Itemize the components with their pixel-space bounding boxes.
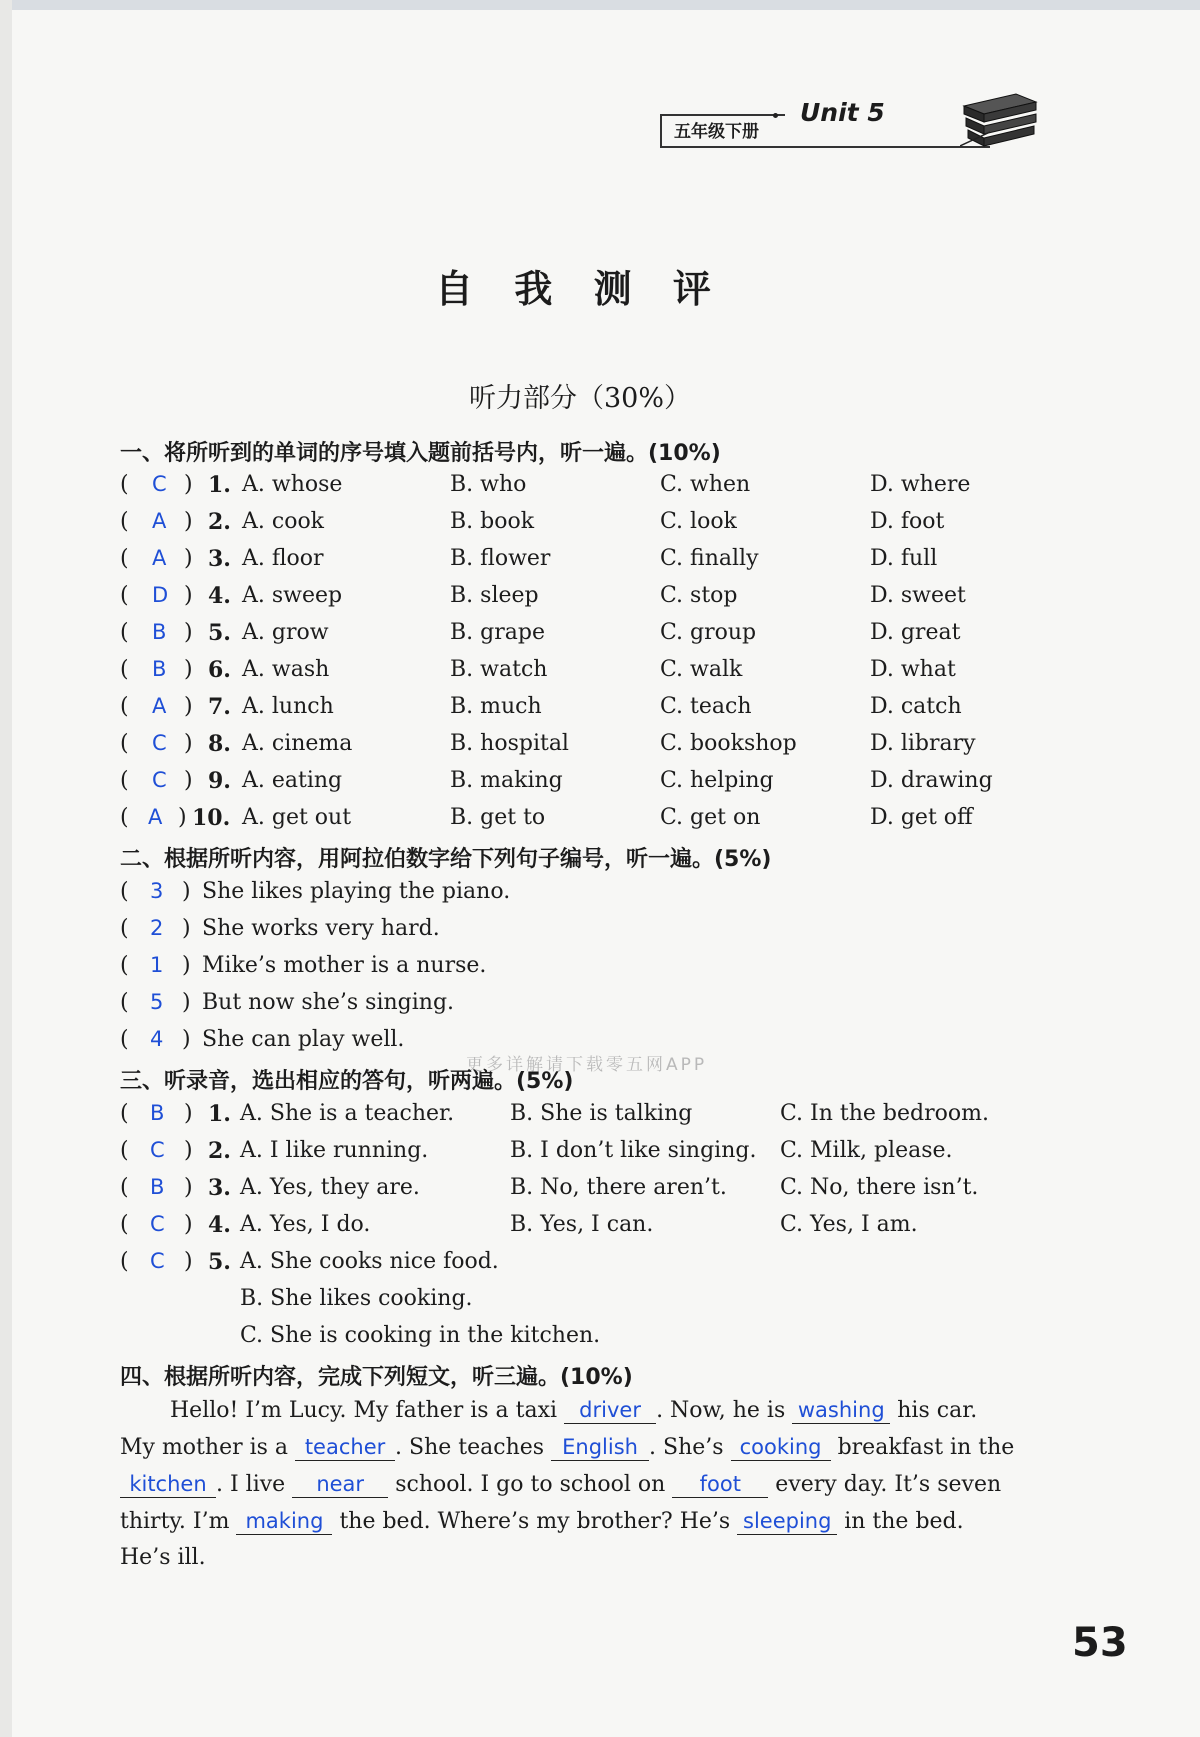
option-b: B. No, there aren’t. xyxy=(510,1175,727,1200)
item-number: 1. xyxy=(208,472,231,498)
option-a: A. get out xyxy=(242,805,352,830)
answer: 1 xyxy=(150,953,164,977)
option-c: C. She is cooking in the kitchen. xyxy=(240,1323,601,1348)
bracket: ( xyxy=(120,583,129,608)
books-icon xyxy=(960,88,1040,150)
text: He’s ill. xyxy=(120,1545,206,1570)
option-b: B. much xyxy=(450,694,542,719)
blank-answer: sleeping xyxy=(737,1508,837,1535)
text: breakfast in the xyxy=(837,1435,1015,1460)
answer: B xyxy=(152,620,167,644)
header-rule xyxy=(660,146,990,148)
option-c: C. No, there isn’t. xyxy=(780,1175,979,1200)
passage-line-2 xyxy=(120,1434,1014,1470)
answer: A xyxy=(152,546,167,570)
option-c: C. when xyxy=(660,472,751,497)
answer: B xyxy=(150,1175,165,1199)
bracket: ( xyxy=(120,657,129,682)
item-number: 5. xyxy=(208,620,231,646)
answer: 5 xyxy=(150,990,164,1014)
bracket: ( xyxy=(120,805,129,830)
option-a: A. cinema xyxy=(242,731,353,756)
blank-answer: near xyxy=(292,1471,388,1498)
answer: C xyxy=(152,472,167,496)
section-4-heading: 四、根据所听内容，完成下列短文，听三遍。(10%) xyxy=(120,1365,633,1390)
scan-top-edge xyxy=(0,0,1200,10)
bracket: ) xyxy=(184,1138,193,1163)
option-c: C. bookshop xyxy=(660,731,797,756)
option-b: B. She is talking xyxy=(510,1101,693,1126)
blank-answer: foot xyxy=(672,1471,768,1498)
option-a: A. I like running. xyxy=(240,1138,429,1163)
text: thirty. I’m xyxy=(120,1509,230,1534)
bracket: ) xyxy=(184,546,193,571)
bracket: ( xyxy=(120,1249,129,1274)
option-a: A. floor xyxy=(242,546,324,571)
text: school. I go to school on xyxy=(395,1472,666,1497)
answer: 2 xyxy=(150,916,164,940)
text: My mother is a xyxy=(120,1435,289,1460)
answer: 3 xyxy=(150,879,164,903)
option-c: C. In the bedroom. xyxy=(780,1101,989,1126)
bracket: ( xyxy=(120,990,129,1015)
text: . I live xyxy=(216,1472,286,1497)
option-b: B. get to xyxy=(450,805,546,830)
blank-answer: washing xyxy=(792,1397,890,1424)
answer: C xyxy=(152,768,167,792)
page-title: 自 我 测 评 xyxy=(435,267,725,311)
item-number: 6. xyxy=(208,657,231,683)
text: in the bed. xyxy=(844,1509,964,1534)
sentence: She can play well. xyxy=(202,1027,405,1052)
text: . She teaches xyxy=(395,1435,545,1460)
grade-label: 五年级下册 xyxy=(660,114,785,146)
bracket: ( xyxy=(120,731,129,756)
answer: D xyxy=(152,583,169,607)
option-b: B. hospital xyxy=(450,731,569,756)
answer: B xyxy=(152,657,167,681)
bracket: ) xyxy=(184,1212,193,1237)
bracket: ) xyxy=(184,472,193,497)
bracket: ) xyxy=(182,953,191,978)
bracket: ) xyxy=(184,657,193,682)
option-c: C. helping xyxy=(660,768,774,793)
option-a: A. whose xyxy=(242,472,343,497)
text: . Now, he is xyxy=(656,1398,786,1423)
bracket: ) xyxy=(184,583,193,608)
answer: A xyxy=(152,509,167,533)
text: every day. It’s seven xyxy=(775,1472,1002,1497)
answer: C xyxy=(150,1138,165,1162)
answer: C xyxy=(152,731,167,755)
option-d: D. foot xyxy=(870,509,945,534)
bracket: ) xyxy=(184,1249,193,1274)
option-d: D. library xyxy=(870,731,976,756)
item-number: 10. xyxy=(192,805,231,831)
watermark: 更多详解请下载零五网APP xyxy=(466,1055,708,1075)
bracket: ) xyxy=(184,509,193,534)
bracket: ( xyxy=(120,879,129,904)
option-b: B. sleep xyxy=(450,583,539,608)
sentence: She likes playing the piano. xyxy=(202,879,511,904)
section-2-heading: 二、根据所听内容，用阿拉伯数字给下列句子编号，听一遍。(5%) xyxy=(120,847,772,872)
passage-line-3 xyxy=(120,1471,1001,1507)
sentence: She works very hard. xyxy=(202,916,440,941)
bracket: ( xyxy=(120,546,129,571)
blank-answer: English xyxy=(551,1434,649,1461)
option-d: D. catch xyxy=(870,694,962,719)
bracket: ( xyxy=(120,620,129,645)
option-b: B. who xyxy=(450,472,527,497)
bracket: ( xyxy=(120,472,129,497)
bracket: ) xyxy=(178,805,187,830)
item-number: 4. xyxy=(208,1212,231,1238)
option-d: D. sweet xyxy=(870,583,966,608)
option-d: D. where xyxy=(870,472,971,497)
text: his car. xyxy=(897,1398,978,1423)
option-c: C. group xyxy=(660,620,757,645)
blank-answer: cooking xyxy=(731,1434,831,1461)
option-d: D. full xyxy=(870,546,938,571)
bracket: ) xyxy=(182,879,191,904)
sentence: Mike’s mother is a nurse. xyxy=(202,953,487,978)
text: the bed. Where’s my brother? He’s xyxy=(339,1509,731,1534)
option-b: B. making xyxy=(450,768,563,793)
item-number: 2. xyxy=(208,1138,231,1164)
text: . She’s xyxy=(649,1435,724,1460)
sentence: But now she’s singing. xyxy=(202,990,455,1015)
answer: A xyxy=(148,805,163,829)
blank-answer: teacher xyxy=(295,1434,395,1461)
item-number: 8. xyxy=(208,731,231,757)
passage-line-5 xyxy=(120,1545,206,1581)
option-d: D. great xyxy=(870,620,961,645)
answer: A xyxy=(152,694,167,718)
option-a: A. grow xyxy=(242,620,329,645)
option-a: A. Yes, I do. xyxy=(240,1212,371,1237)
bracket: ( xyxy=(120,953,129,978)
bracket: ) xyxy=(182,916,191,941)
option-c: C. Milk, please. xyxy=(780,1138,953,1163)
blank-answer: making xyxy=(236,1508,332,1535)
listening-part-title: 听力部分（30%） xyxy=(468,383,691,414)
bracket: ( xyxy=(120,1027,129,1052)
bracket: ( xyxy=(120,1138,129,1163)
item-number: 9. xyxy=(208,768,231,794)
option-b: B. Yes, I can. xyxy=(510,1212,654,1237)
option-a: A. wash xyxy=(242,657,330,682)
option-c: C. look xyxy=(660,509,737,534)
bracket: ( xyxy=(120,694,129,719)
option-b: B. She likes cooking. xyxy=(240,1286,473,1311)
option-d: D. what xyxy=(870,657,956,682)
option-d: D. get off xyxy=(870,805,973,830)
item-number: 3. xyxy=(208,546,231,572)
item-number: 5. xyxy=(208,1249,231,1275)
option-a: A. She cooks nice food. xyxy=(240,1249,499,1274)
bracket: ) xyxy=(184,620,193,645)
item-number: 7. xyxy=(208,694,231,720)
passage-line-4 xyxy=(120,1508,964,1544)
bracket: ( xyxy=(120,1175,129,1200)
bracket: ) xyxy=(184,694,193,719)
section-3-heading: 三、听录音，选出相应的答句，听两遍。(5%) xyxy=(120,1069,574,1094)
option-a: A. lunch xyxy=(242,694,334,719)
option-a: A. Yes, they are. xyxy=(240,1175,420,1200)
item-number: 1. xyxy=(208,1101,231,1127)
page-number: 53 xyxy=(1072,1620,1128,1666)
bracket: ) xyxy=(182,1027,191,1052)
option-d: D. drawing xyxy=(870,768,993,793)
bracket: ) xyxy=(182,990,191,1015)
answer: B xyxy=(150,1101,165,1125)
blank-answer: driver xyxy=(564,1397,656,1424)
bracket: ( xyxy=(120,1101,129,1126)
option-c: C. finally xyxy=(660,546,759,571)
bracket: ) xyxy=(184,1175,193,1200)
option-a: A. She is a teacher. xyxy=(240,1101,455,1126)
option-a: A. sweep xyxy=(242,583,343,608)
bracket: ) xyxy=(184,731,193,756)
bracket: ( xyxy=(120,916,129,941)
option-a: A. eating xyxy=(242,768,343,793)
passage-line-1 xyxy=(170,1397,977,1433)
bracket: ( xyxy=(120,768,129,793)
answer: C xyxy=(150,1249,165,1273)
bracket: ( xyxy=(120,509,129,534)
option-b: B. watch xyxy=(450,657,548,682)
option-a: A. cook xyxy=(242,509,325,534)
item-number: 2. xyxy=(208,509,231,535)
option-c: C. get on xyxy=(660,805,761,830)
option-c: C. walk xyxy=(660,657,743,682)
bracket: ) xyxy=(184,768,193,793)
option-b: B. I don’t like singing. xyxy=(510,1138,757,1163)
option-b: B. book xyxy=(450,509,535,534)
bracket: ) xyxy=(184,1101,193,1126)
answer: C xyxy=(150,1212,165,1236)
answer: 4 xyxy=(150,1027,164,1051)
item-number: 3. xyxy=(208,1175,231,1201)
bracket: ( xyxy=(120,1212,129,1237)
text: Hello! I’m Lucy. My father is a taxi xyxy=(170,1398,558,1423)
option-c: C. stop xyxy=(660,583,738,608)
header-dot xyxy=(773,113,778,118)
option-b: B. grape xyxy=(450,620,545,645)
blank-answer: kitchen xyxy=(120,1471,216,1498)
unit-label: Unit 5 xyxy=(800,98,885,127)
option-c: C. Yes, I am. xyxy=(780,1212,918,1237)
section-1-heading: 一、将所听到的单词的序号填入题前括号内，听一遍。(10%) xyxy=(120,441,721,466)
option-b: B. flower xyxy=(450,546,551,571)
item-number: 4. xyxy=(208,583,231,609)
option-c: C. teach xyxy=(660,694,752,719)
